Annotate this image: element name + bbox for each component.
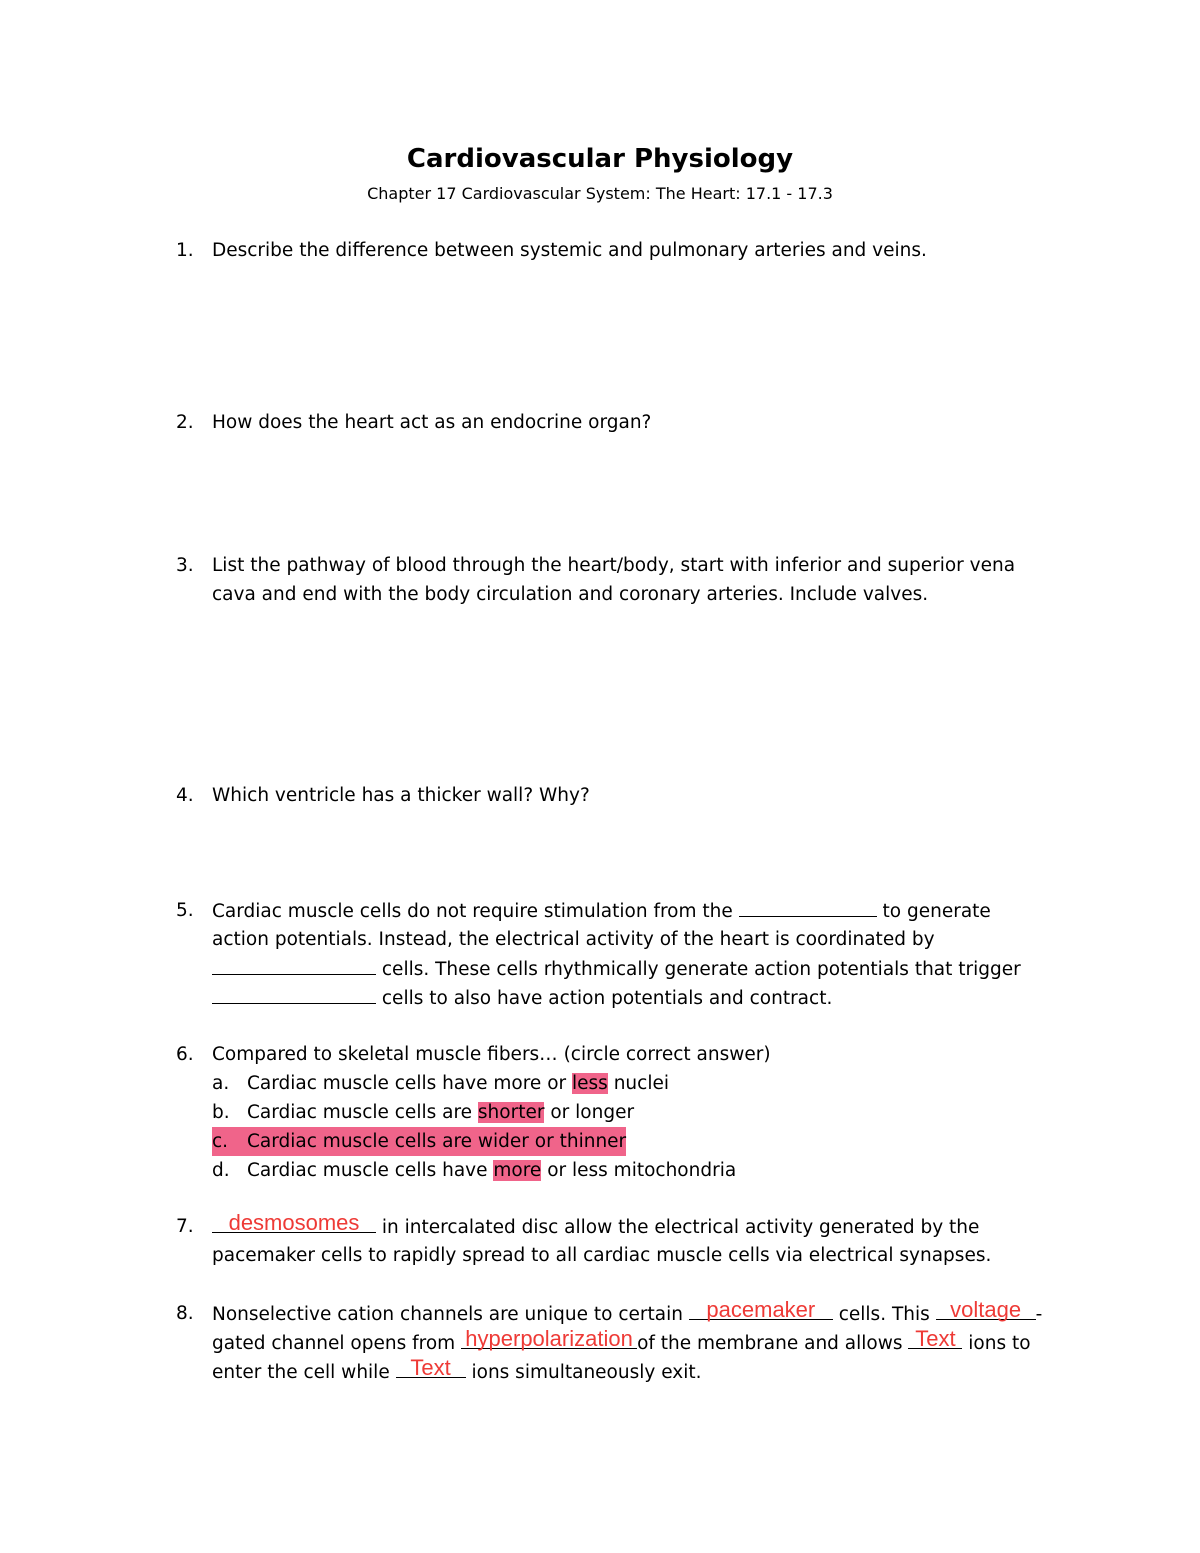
option-letter: c. xyxy=(212,1127,238,1156)
question-number: 8. xyxy=(176,1303,194,1324)
option-d[interactable] xyxy=(176,1156,1076,1185)
question-text: cells. These cells rhythmically generate action potentials that trigger xyxy=(381,959,1021,980)
page-title: Cardiovascular Physiology xyxy=(406,144,794,174)
fill-in-blank[interactable] xyxy=(212,1212,376,1233)
question-number: 1. xyxy=(176,240,194,261)
question-number: 3. xyxy=(176,555,194,576)
highlighted-answer: shorter xyxy=(477,1102,545,1123)
option-text: Cardiac muscle cells have more or xyxy=(247,1073,572,1094)
question-number: 2. xyxy=(176,412,194,433)
question-text: Cardiac muscle cells do not require stimulation from the xyxy=(212,901,733,922)
question-text: Which ventricle has a thicker wall? Why? xyxy=(212,785,590,806)
option-a[interactable] xyxy=(176,1069,1076,1098)
question-text: - xyxy=(1035,1304,1043,1325)
question-text: ions to xyxy=(968,1333,1031,1354)
question-text: action potentials. Instead, the electrical activity of the heart is coordinated by xyxy=(212,929,935,950)
question-text-line: List the pathway of blood through the heart/body, start with inferior and superior vena xyxy=(212,555,1016,576)
handwritten-answer: desmosomes xyxy=(228,1210,360,1235)
option-c[interactable] xyxy=(176,1127,1076,1156)
highlighted-answer: less xyxy=(572,1073,608,1094)
question-text-line: cava and end with the body circulation and coronary arteries. Include valves. xyxy=(212,584,929,605)
option-letter: b. xyxy=(212,1102,230,1123)
fill-in-blank[interactable] xyxy=(212,954,376,975)
answer-options xyxy=(176,1069,1076,1185)
option-text: or longer xyxy=(544,1102,635,1123)
page-subtitle: Chapter 17 Cardiovascular System: The Heart: 17.1 - 17.3 xyxy=(367,184,833,203)
question-text: gated channel opens from xyxy=(212,1333,456,1354)
fill-in-blank[interactable] xyxy=(908,1328,962,1349)
question-text: enter the cell while xyxy=(212,1362,390,1383)
fill-in-blank[interactable] xyxy=(461,1328,637,1349)
highlighted-answer: Cardiac muscle cells are wider or thinner xyxy=(236,1127,626,1156)
question-text: ions simultaneously exit. xyxy=(471,1362,702,1383)
fill-in-blank[interactable] xyxy=(689,1299,833,1320)
question-text: Compared to skeletal muscle fibers… (circle correct answer) xyxy=(212,1044,771,1065)
question-text: cells. This xyxy=(838,1304,930,1325)
question-number: 5. xyxy=(176,900,194,921)
handwritten-answer: voltage xyxy=(950,1297,1022,1322)
handwritten-answer: Text xyxy=(915,1326,956,1351)
question-number: 4. xyxy=(176,785,194,806)
option-text: Cardiac muscle cells are xyxy=(247,1102,478,1123)
handwritten-answer: Text xyxy=(410,1355,451,1380)
option-b[interactable] xyxy=(176,1098,1076,1127)
question-text: How does the heart act as an endocrine organ? xyxy=(212,412,652,433)
question-text: pacemaker cells to rapidly spread to all cardiac muscle cells via electrical synapses. xyxy=(212,1245,992,1266)
fill-in-blank[interactable] xyxy=(212,983,376,1004)
fill-in-blank[interactable] xyxy=(396,1357,466,1378)
option-text: nuclei xyxy=(607,1073,669,1094)
question-number: 6. xyxy=(176,1044,194,1065)
fill-in-blank[interactable] xyxy=(936,1299,1036,1320)
question-text: Describe the difference between systemic and pulmonary arteries and veins. xyxy=(212,240,927,261)
option-letter: a. xyxy=(212,1073,230,1094)
option-letter: d. xyxy=(212,1160,230,1181)
question-text: to generate xyxy=(882,901,991,922)
handwritten-answer: hyperpolarization xyxy=(465,1326,633,1351)
fill-in-blank[interactable] xyxy=(739,896,877,917)
question-text: in intercalated disc allow the electrical activity generated by the xyxy=(381,1217,980,1238)
option-text: Cardiac muscle cells have xyxy=(247,1160,494,1181)
question-text: cells to also have action potentials and contract. xyxy=(381,988,833,1009)
handwritten-answer: pacemaker xyxy=(706,1297,816,1322)
question-text: Nonselective cation channels are unique to certain xyxy=(212,1304,683,1325)
question-text: of the membrane and allows xyxy=(637,1333,903,1354)
question-number: 7. xyxy=(176,1216,194,1237)
highlighted-answer: more xyxy=(493,1160,542,1181)
option-text: or less mitochondria xyxy=(541,1160,737,1181)
